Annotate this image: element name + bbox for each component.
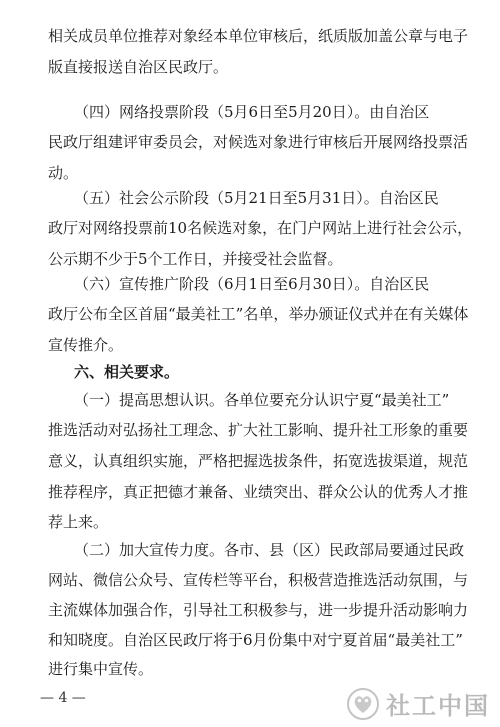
text-line: 公示期不少于5个工作日，并接受社会监督。 (48, 250, 343, 268)
text-line: 宣传推介。 (48, 336, 124, 354)
watermark-text: 社工中国 (386, 692, 490, 720)
text-line: 主流媒体加强合作，引导社工积极参与，进一步提升活动影响力 (48, 601, 469, 619)
text-line: 推荐程序，真正把德才兼备、业绩突出、群众公认的优秀人才推 (48, 483, 469, 501)
text-line: （一）提高思想认识。各单位要充分认识宁夏“最美社工” (74, 391, 450, 409)
watermark (346, 686, 490, 721)
section-heading: 六、相关要求。 (74, 363, 180, 381)
text-line: 政厅公布全区首届“最美社工”名单，举办颁证仪式并在有关媒体 (48, 305, 469, 323)
text-line: 荐上来。 (48, 513, 109, 531)
text-line: 动。 (48, 164, 79, 182)
text-line: 版直接报送自治区民政厅。 (48, 58, 229, 76)
text-line: 民政厅组建评审委员会，对候选对象进行审核后开展网络投票活 (48, 133, 469, 151)
text-line: （四）网络投票阶段（5月6日至5月20日）。由自治区 (74, 103, 430, 121)
text-line: 和知晓度。自治区民政厅将于6月份集中对宁夏首届“最美社工” (48, 631, 463, 649)
text-line: （六）宣传推广阶段（6月1日至6月30日）。自治区民 (74, 275, 430, 293)
text-line: 推选活动对弘扬社工理念、扩大社工影响、提升社工形象的重要 (48, 421, 469, 439)
text-line: 意义，认真组织实施，严格把握选拔条件，拓宽选拔渠道，规范 (48, 452, 469, 470)
text-line: （五）社会公示阶段（5月21日至5月31日）。自治区民 (74, 189, 439, 207)
text-line: （二）加大宣传力度。各市、县（区）民政部局要通过民政 (74, 541, 465, 559)
text-line: 进行集中宣传。 (48, 660, 154, 678)
heart-people-logo-icon (346, 687, 380, 721)
text-line: 政厅对网络投票前10名候选对象，在门户网站上进行社会公示， (48, 219, 473, 237)
page-number: — 4 — (40, 690, 86, 706)
text-line: 网站、微信公众号、宣传栏等平台，积极营造推选活动氛围，与 (48, 571, 469, 589)
text-line: 相关成员单位推荐对象经本单位审核后，纸质版加盖公章与电子 (48, 27, 469, 45)
